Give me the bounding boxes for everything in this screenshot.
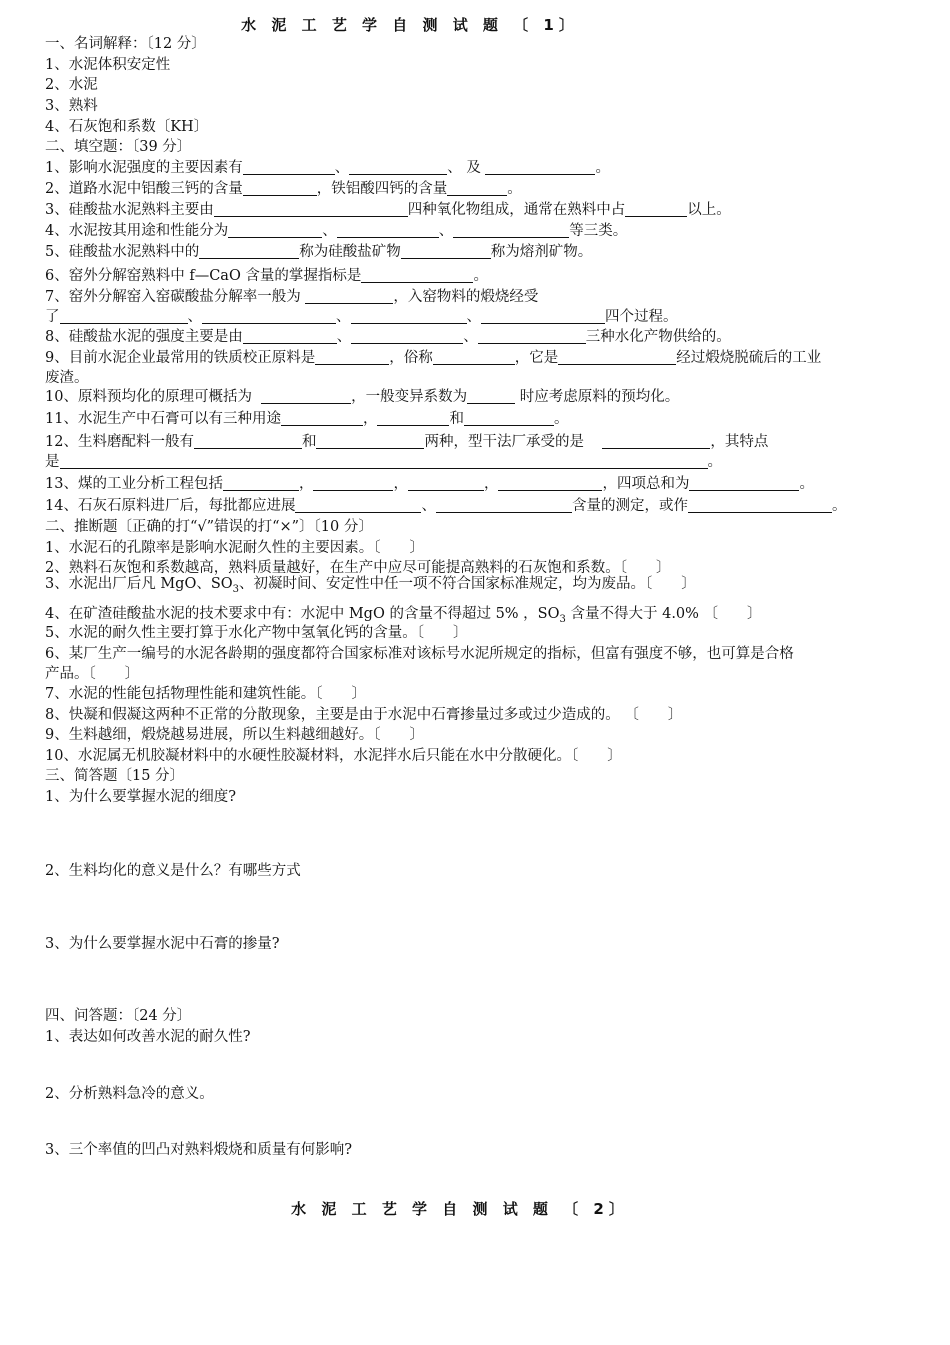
blank [688, 498, 832, 513]
text: 14、石灰石原料进厂后，每批都应进展 [45, 498, 296, 514]
subscript: 3 [232, 583, 240, 595]
blank [281, 411, 363, 426]
text: 、 [466, 309, 481, 325]
s5-q3: 3、三个率值的凹凸对熟料煅烧和质量有何影响? [45, 1142, 352, 1158]
s2-q8 [45, 327, 731, 347]
s3-q5: 5、水泥的耐久性主要打算于水化产物中氢氧化钙的含量。〔 〕 [45, 625, 468, 641]
blank [313, 476, 393, 491]
blank [261, 389, 351, 404]
text: 2、道路水泥中铝酸三钙的含量 [45, 181, 243, 197]
text: 了 [45, 309, 60, 325]
blank [485, 160, 595, 175]
text: 称为熔剂矿物。 [490, 244, 593, 260]
blank [377, 411, 449, 426]
s2-q12 [45, 432, 768, 452]
s3-q1: 1、水泥石的孔隙率是影响水泥耐久性的主要因素。〔 〕 [45, 540, 424, 556]
blank [351, 309, 467, 324]
s3-q2: 2、熟料石灰饱和系数越高，熟料质量越好，在生产中应尽可能提高熟料的石灰饱和系数。〔 〕 [45, 560, 671, 576]
text: 、 [421, 498, 436, 514]
exam-title-2: 水 泥 工 艺 学 自 测 试 题 〔 2〕 [291, 1200, 629, 1218]
section-1-heading: 一、名词解释：〔12 分〕 [45, 36, 206, 52]
text: 、 [463, 329, 478, 345]
text: 、 及 [447, 160, 481, 176]
blank [349, 160, 447, 175]
blank [433, 350, 515, 365]
s3-q6-cont: 产品。〔 〕 [45, 666, 140, 682]
blank [447, 181, 507, 196]
s4-q2: 2、生料均化的意义是什么？有哪些方式 [45, 863, 301, 879]
blank [351, 329, 463, 344]
text: ，一般变异系数为 [351, 389, 468, 405]
text: 12、生料磨配料一般有 [45, 434, 194, 450]
text: ，它是 [514, 350, 559, 366]
s1-q1: 1、水泥体积安定性 [45, 57, 171, 73]
text: ， [362, 411, 378, 427]
blank [243, 181, 317, 196]
text: 3、水泥出厂后凡 MgO、SO [45, 576, 233, 592]
text: 等三类。 [569, 223, 628, 239]
text: 。 [799, 476, 814, 492]
blank [453, 223, 569, 238]
s2-q12-cont [45, 452, 722, 472]
text: 、 [322, 223, 337, 239]
section-2-heading: 二、填空题：〔39 分〕 [45, 139, 192, 155]
blank [436, 498, 572, 513]
s3-q9: 9、生料越细，煅烧越易进展，所以生料越细越好。〔 〕 [45, 727, 424, 743]
text: 三种水化产物供给的。 [585, 329, 731, 345]
text: ， [393, 476, 408, 492]
text: 两种，型干法厂承受的是 [424, 434, 584, 450]
s3-q7: 7、水泥的性能包括物理性能和建筑性能。〔 〕 [45, 686, 366, 702]
s5-q2: 2、分析熟料急冷的意义。 [45, 1086, 214, 1102]
blank [228, 223, 322, 238]
text: 是 [45, 454, 60, 470]
text: 11、水泥生产中石膏可以有三种用途 [45, 411, 281, 427]
text: 时应考虑原料的预均化。 [519, 389, 680, 405]
blank [464, 411, 554, 426]
blank [295, 498, 421, 513]
blank [60, 454, 708, 469]
s2-q9 [45, 348, 821, 368]
text: 4、水泥按其用途和性能分为 [45, 223, 229, 239]
text: ，俗称 [389, 350, 433, 366]
text: 称为硅酸盐矿物 [299, 244, 401, 260]
blank [625, 202, 687, 217]
s2-q4 [45, 221, 627, 241]
s2-q9-cont: 废渣。 [45, 370, 89, 386]
text: 、 [334, 160, 350, 176]
s2-q10 [45, 387, 679, 407]
text: 经过煅烧脱硫后的工业 [676, 350, 822, 366]
blank [498, 476, 602, 491]
section-3-heading: 二、推断题〔正确的打“√”错误的打“×”〕〔10 分〕 [45, 519, 373, 535]
text: ，四项总和为 [602, 476, 690, 492]
blank [408, 476, 484, 491]
text: ，其特点 [710, 434, 769, 450]
blank [243, 160, 335, 175]
s2-q6 [45, 266, 488, 286]
blank [223, 476, 299, 491]
text: 四个过程。 [605, 309, 678, 325]
text: 10、原料预均化的原理可概括为 [45, 389, 252, 405]
s2-q13 [45, 474, 814, 494]
section-4-heading: 三、简答题〔15 分〕 [45, 768, 185, 784]
section-5-heading: 四、问答题：〔24 分〕 [45, 1008, 192, 1024]
text: 7、窑外分解窑入窑碳酸盐分解率一般为 [45, 289, 301, 305]
s2-q2 [45, 179, 522, 199]
blank [315, 350, 389, 365]
s2-q7-cont [45, 307, 678, 327]
text: 4、在矿渣硅酸盐水泥的技术要求中有：水泥中 MgO 的含量不得超过 5% ，SO [45, 606, 560, 622]
blank [689, 476, 799, 491]
s4-q1: 1、为什么要掌握水泥的细度? [45, 789, 236, 805]
blank [401, 244, 491, 259]
blank [558, 350, 676, 365]
text: 、初凝时间、安定性中任一项不符合国家标准规定，均为废品。〔 〕 [239, 576, 696, 592]
blank [199, 244, 299, 259]
s3-q8: 8、快凝和假凝这两种不正常的分散现象，主要是由于水泥中石膏掺量过多或过少造成的。 〔 〕 [45, 707, 683, 723]
s1-q4: 4、石灰饱和系数〔KH〕 [45, 119, 209, 135]
text: ， [298, 476, 314, 492]
blank [481, 309, 605, 324]
exam-title-1: 水 泥 工 艺 学 自 测 试 题 〔 1〕 [241, 16, 579, 34]
s3-q10: 10、水泥属无机胶凝材料中的水硬性胶凝材料，水泥拌水后只能在水中分散硬化。〔 〕 [45, 748, 622, 764]
text: 1、影响水泥强度的主要因素有 [45, 160, 243, 176]
s2-q11 [45, 409, 568, 429]
blank [60, 309, 188, 324]
s2-q7 [45, 287, 538, 307]
blank [337, 223, 439, 238]
s3-q6: 6、某厂生产一编号的水泥各龄期的强度都符合国家标准对该标号水泥所规定的指标，但富有强度不够，也可算是合格 [45, 646, 794, 662]
s4-q3: 3、为什么要掌握水泥中石膏的掺量? [45, 936, 280, 952]
blank [316, 434, 424, 449]
s1-q2: 2、水泥 [45, 77, 98, 93]
text: 。 [707, 454, 722, 470]
text: 3、硅酸盐水泥熟料主要由 [45, 202, 214, 218]
text: 。 [507, 181, 522, 197]
text: 8、硅酸盐水泥的强度主要是由 [45, 329, 243, 345]
text: 。 [553, 411, 569, 427]
text: 。 [595, 160, 610, 176]
blank [478, 329, 586, 344]
text: 6、窑外分解窑熟料中 f—CaO 含量的掌握指标是 [45, 268, 362, 284]
blank [202, 309, 336, 324]
text: 、 [336, 329, 352, 345]
text: ， [483, 476, 499, 492]
blank [214, 202, 408, 217]
text: ，铁铝酸四钙的含量 [316, 181, 448, 197]
text: 含量不得大于 4.0% 〔 〕 [565, 606, 762, 622]
text: 四种氧化物组成，通常在熟料中占 [407, 202, 626, 218]
text: ，入窑物料的煅烧经受 [393, 289, 539, 305]
text: 和 [449, 411, 464, 427]
text: 以上。 [687, 202, 731, 218]
blank [602, 434, 710, 449]
text: 、 [336, 309, 351, 325]
blank [467, 389, 515, 404]
s1-q3: 3、熟料 [45, 98, 98, 114]
blank [361, 268, 473, 283]
s5-q1: 1、表达如何改善水泥的耐久性? [45, 1029, 251, 1045]
s2-q14 [45, 496, 846, 516]
s3-q3 [45, 574, 696, 600]
text: 和 [301, 434, 317, 450]
subscript: 3 [559, 613, 566, 625]
s2-q3 [45, 200, 731, 220]
blank [305, 289, 393, 304]
text: 、 [438, 223, 454, 239]
text: 、 [187, 309, 202, 325]
text: 。 [473, 268, 488, 284]
text: 13、煤的工业分析工程包括 [45, 476, 223, 492]
blank [194, 434, 302, 449]
s2-q5 [45, 242, 592, 262]
text: 5、硅酸盐水泥熟料中的 [45, 244, 200, 260]
text: 含量的测定，或作 [571, 498, 688, 514]
s2-q1 [45, 158, 610, 178]
text: 9、目前水泥企业最常用的铁质校正原料是 [45, 350, 316, 366]
blank [243, 329, 337, 344]
text: 。 [831, 498, 847, 514]
